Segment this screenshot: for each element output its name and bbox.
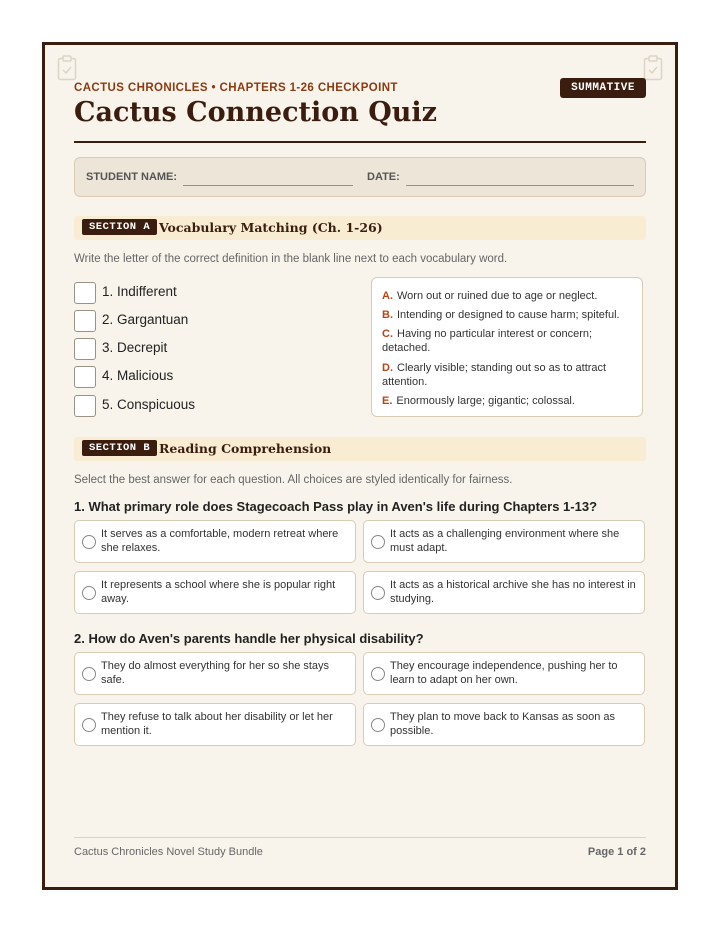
radio-button[interactable] (371, 667, 385, 681)
option-text: They do almost everything for her so she stays safe. (101, 660, 330, 686)
definitions-box (371, 277, 643, 417)
option-text: They refuse to talk about her disability or let her mention it. (101, 711, 333, 737)
radio-button[interactable] (82, 718, 96, 732)
vocab-word: 1. Indifferent (102, 284, 177, 299)
student-name-field[interactable] (183, 185, 353, 186)
option-text: They encourage independence, pushing her to learn to adapt on her own. (390, 660, 618, 686)
option-text: They plan to move back to Kansas as soon as possible. (390, 711, 616, 737)
date-field[interactable] (406, 185, 634, 186)
definition-letter: B. (382, 309, 393, 321)
radio-button[interactable] (371, 718, 385, 732)
section-b-title: Reading Comprehension (159, 441, 332, 456)
section-a-instructions: Write the letter of the correct definition in the blank line next to each vocabulary word. (74, 253, 508, 265)
footer-divider (74, 837, 646, 838)
definition-text: Having no particular interest or concern; detached. (382, 328, 593, 354)
answer-option[interactable] (74, 652, 356, 695)
footer-bundle-name: Cactus Chronicles Novel Study Bundle (74, 846, 263, 858)
student-name-label: STUDENT NAME: (86, 171, 178, 183)
definition-letter: C. (382, 328, 393, 340)
option-text: It represents a school where she is popular right away. (101, 579, 336, 605)
date-label: DATE: (367, 171, 400, 183)
definition-letter: D. (382, 362, 393, 374)
definition-text: Intending or designed to cause harm; spiteful. (397, 309, 620, 321)
definition-a (382, 289, 632, 303)
quiz-eyebrow: CACTUS CHRONICLES • CHAPTERS 1-26 CHECKPOINT (74, 82, 398, 94)
vocab-word: 4. Malicious (102, 368, 174, 383)
answer-option[interactable] (363, 571, 645, 614)
question-2: 2. How do Aven's parents handle her physical disability? (74, 631, 424, 646)
answer-option[interactable] (363, 520, 645, 563)
vocab-word: 2. Gargantuan (102, 312, 189, 327)
section-b-instructions: Select the best answer for each question. All choices are styled identically for fairness. (74, 474, 513, 486)
radio-button[interactable] (82, 535, 96, 549)
section-a-title: Vocabulary Matching (Ch. 1-26) (159, 220, 383, 235)
section-a-tag: SECTION A (82, 219, 157, 235)
definition-text: Worn out or ruined due to age or neglect. (397, 290, 598, 302)
definition-d (382, 361, 632, 389)
clipboard-icon (643, 55, 663, 81)
option-text: It acts as a historical archive she has no interest in studying. (390, 579, 636, 605)
definition-text: Clearly visible; standing out so as to attract attention. (382, 362, 607, 388)
page-title: Cactus Connection Quiz (74, 97, 438, 128)
section-a-header (74, 216, 646, 240)
definition-e (382, 394, 632, 408)
definition-letter: E. (382, 395, 393, 407)
answer-box[interactable] (74, 282, 96, 304)
student-info-box (74, 157, 646, 197)
option-text: It serves as a comfortable, modern retreat where she relaxes. (101, 528, 339, 554)
radio-button[interactable] (371, 535, 385, 549)
answer-option[interactable] (74, 703, 356, 746)
answer-box[interactable] (74, 366, 96, 388)
answer-box[interactable] (74, 338, 96, 360)
definition-b (382, 308, 632, 322)
answer-option[interactable] (74, 520, 356, 563)
clipboard-icon (57, 55, 77, 81)
option-text: It acts as a challenging environment where she must adapt. (390, 528, 620, 554)
quiz-page (42, 42, 678, 890)
section-b-tag: SECTION B (82, 440, 157, 456)
radio-button[interactable] (82, 586, 96, 600)
answer-option[interactable] (363, 703, 645, 746)
section-b-header (74, 437, 646, 461)
summative-badge: SUMMATIVE (560, 78, 646, 98)
answer-box[interactable] (74, 310, 96, 332)
vocab-word: 3. Decrepit (102, 340, 168, 355)
definition-text: Enormously large; gigantic; colossal. (396, 395, 575, 407)
answer-box[interactable] (74, 395, 96, 417)
answer-option[interactable] (74, 571, 356, 614)
title-divider (74, 141, 646, 143)
answer-option[interactable] (363, 652, 645, 695)
definition-letter: A. (382, 290, 393, 302)
vocab-word: 5. Conspicuous (102, 397, 196, 412)
definition-c (382, 327, 632, 355)
question-1: 1. What primary role does Stagecoach Pass play in Aven's life during Chapters 1-13? (74, 499, 598, 514)
radio-button[interactable] (371, 586, 385, 600)
radio-button[interactable] (82, 667, 96, 681)
page-number: Page 1 of 2 (587, 846, 646, 858)
